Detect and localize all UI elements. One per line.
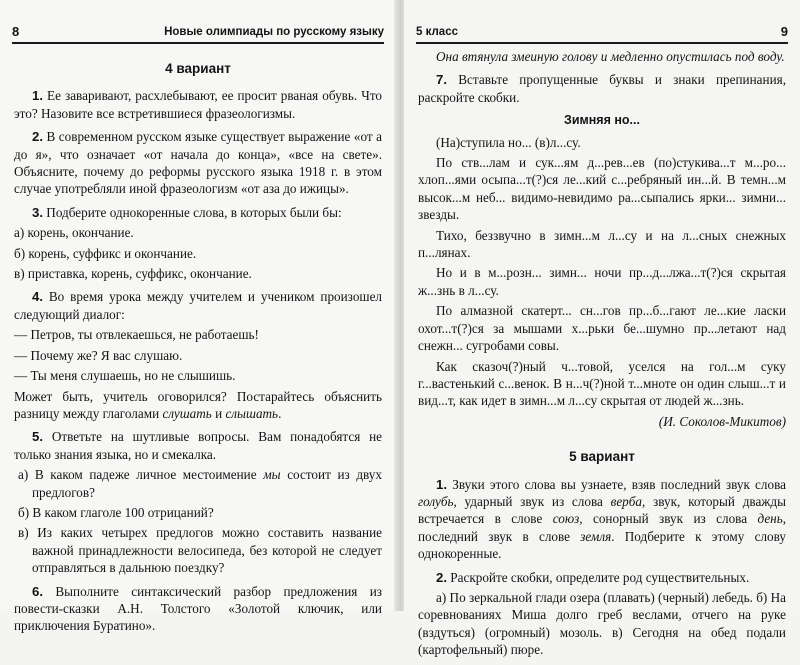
text-paragraph: Тихо, беззвучно в зимн...м л...су и на л...сных снежных п...лянах. <box>418 227 786 261</box>
task-4-2: 2. В современном русском языке существует выражение «от а до я», что означает «от начала до конца», «все на свете». Объясните, почему до реформы русского языка 1918 г. в этом случае употребляли иной фразеологизм «от аза до ижицы». <box>14 129 383 197</box>
dialog-line-1: — Петров, ты отвлекаешься, не работаешь! <box>14 327 259 343</box>
right-running-title: 5 класс <box>416 26 458 38</box>
text-author: (И. Соколов-Микитов) <box>658 413 786 429</box>
task-4-4-question: Может быть, учитель оговорился? Постарайтесь объяснить разницу между глаголами слушать и слышать. <box>14 388 382 421</box>
task-4-6: 6. Выполните синтаксический разбор предложения из повести-сказки А.Н. Толстого «Золотой ключик, или приключения Буратино». <box>14 583 382 634</box>
right-page-number: 9 <box>780 24 788 39</box>
task-4-7: 7. Вставьте пропущенные буквы и знаки препинания, раскройте скобки. <box>418 72 786 105</box>
text-title: Зимняя но... <box>564 113 640 128</box>
task-4-5: 5. Ответьте на шутливые вопросы. Вам понадобятся не только знания языка, но и смекалка. <box>14 429 382 462</box>
task-4-3-a: а) корень, окончание. <box>14 225 134 241</box>
text-paragraph: По ств...лам и сук...ям д...рев...ев (по)стукива...т м...ро... хлоп...ями осыпа...т(?)ся ле...кий с...ребряный ин...й. В темн...м высок...м неб... видимо-невидимо ра...сыпались ярки... зимни... звезды. <box>418 155 786 223</box>
quote-sentence: Она втянула змеиную голову и медленно опустилась под воду. <box>436 49 785 64</box>
task-4-5-c: в) Из каких четырех предлогов можно составить название важной принадлежности велосипеда, без которой не следует отправляться в дальнюю поездку? <box>18 525 382 576</box>
dialog-line-2: — Почему же? Я вас слушаю. <box>14 347 183 363</box>
left-content <box>14 56 382 641</box>
task-4-3: 3. Подберите однокоренные слова, в которых были бы: <box>32 204 342 220</box>
right-page <box>404 0 800 658</box>
text-paragraph: По алмазной скатерт... сн...гов пр...б...гают ле...кие ласки охот...т(?)ся за мышами х...рьки бе...шумно пр...летают над снежн... сугробами совы. <box>418 303 786 354</box>
left-running-title: Новые олимпиады по русскому языку <box>164 26 384 38</box>
right-content <box>418 48 786 665</box>
task-5-1: 1. Звуки этого слова вы узнаете, взяв последний звук слова голубь, ударный звук из слова верба, звук, который дважды встречается в слове союз, сонорный звук из слова день, последний звук в слове земля. Подберите к этому слову однокоренные. <box>418 476 787 562</box>
task-4-4: 4. Во время урока между учителем и учеником произошел следующий диалог: <box>14 289 382 322</box>
dialog-line-3: — Ты меня слушаешь, но не слышишь. <box>14 368 236 384</box>
variant-4-title: 4 вариант <box>165 61 231 76</box>
variant-5-title: 5 вариант <box>569 449 635 465</box>
left-page <box>0 0 396 634</box>
left-page-number: 8 <box>12 24 20 39</box>
text-paragraph: Как сказоч(?)ный ч...товой, уселся на гол...м суку г...вастенький с...венок. В н...ч(?)ной т...мноте он один слыш...т и вид...т, как идет в зимн...м л...су скрытая от людей ж...знь. <box>418 358 786 409</box>
task-4-1: 1. Ее заваривают, расхлебывают, ее просит рваная обувь. Что это? Назовите все встретившиеся фразеологизмы. <box>14 88 383 121</box>
right-page-header <box>416 24 788 42</box>
task-4-3-b: б) корень, суффикс и окончание. <box>14 245 197 261</box>
task-5-2: 2. Раскройте скобки, определите род существительных. <box>436 569 750 585</box>
task-4-3-c: в) приставка, корень, суффикс, окончание. <box>14 266 252 282</box>
task-4-5-a: а) В каком падеже личное местоимение мы состоит из двух предлогов? <box>18 467 382 500</box>
text-paragraph: (На)ступила но... (в)л...су. <box>436 134 581 150</box>
left-page-header <box>12 24 384 42</box>
right-header-rule <box>416 42 788 44</box>
left-header-rule <box>12 42 384 44</box>
text-paragraph: Но и в м...розн... зимн... ночи пр...д...лжа...т(?)ся скрытая ж...знь в л...су. <box>418 265 786 298</box>
task-4-5-b: б) В каком глаголе 100 отрицаний? <box>18 504 214 520</box>
task-5-2-body: а) По зеркальной глади озера (плавать) (черный) лебедь. б) На соревнованиях Миша долго греб веслами, отчего на руке (вздуться) (огромный) мозоль. в) Сегодня на обед подали (картофельный) пюре. <box>418 589 786 658</box>
